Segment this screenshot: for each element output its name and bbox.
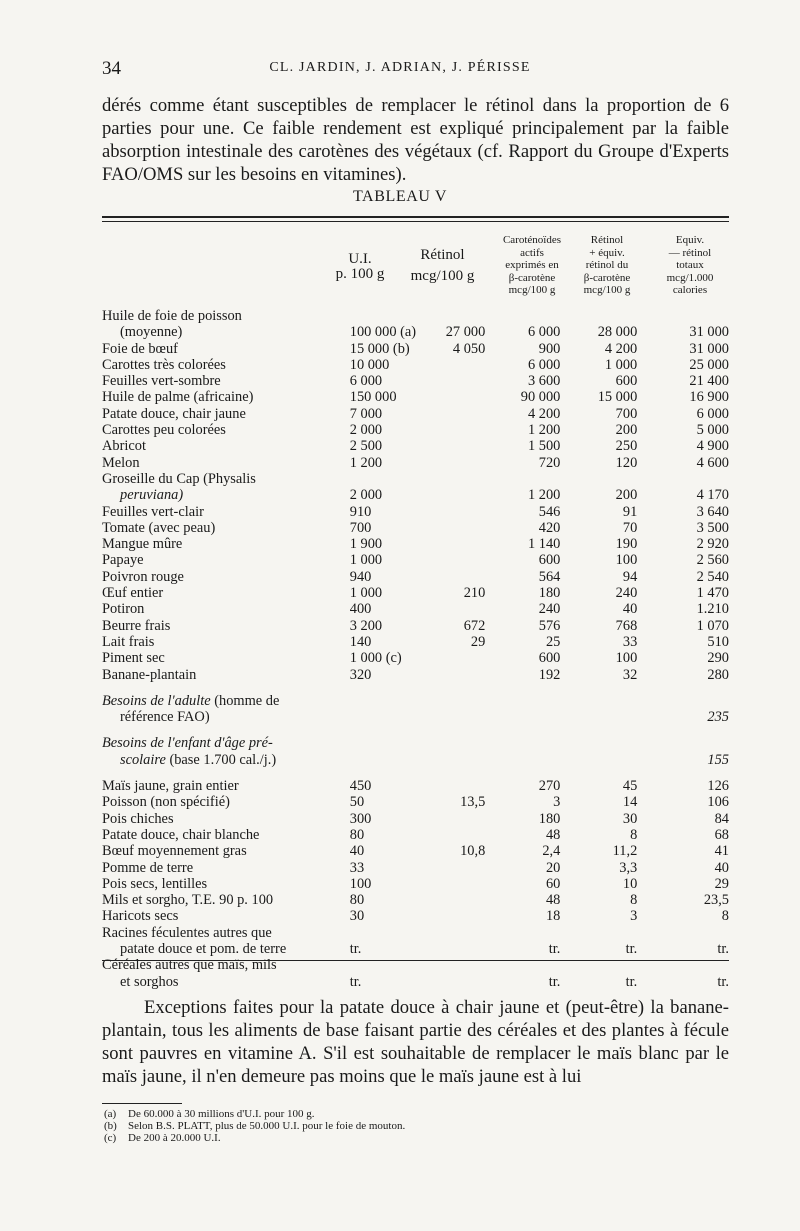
cell-carotenoides: 25 [545,633,561,650]
cell-equiv: 2 560 [696,552,729,569]
table-row [102,811,729,827]
footnote-a: (a) De 60.000 à 30 millions d'U.I. pour 100 g. [104,1108,315,1120]
table-row [102,752,729,768]
cell-retinol-total: 3,3 [619,859,638,876]
cell-carotenoides: 20 [545,859,561,876]
col-header-carotenoides: Caroténoïdes actifs exprimés en β-carotène mcg/100 g [502,234,562,296]
row-label: (moyenne) [120,324,183,341]
cell-retinol [429,389,486,405]
table-row [102,422,729,438]
cell-retinol-total: 200 [615,422,638,439]
cell-retinol: 672 [463,617,486,634]
row-label: Pomme de terre [102,859,194,876]
cell-retinol [429,406,486,422]
row-label: Piment sec [102,650,165,667]
cell-retinol-total: 70 [622,519,638,536]
row-label: Haricots secs [102,908,179,925]
cell-equiv: 4 600 [696,454,729,471]
cell-retinol [429,925,486,941]
cell-equiv [637,925,729,941]
cell-equiv: 3 500 [696,519,729,536]
cell-equiv: 290 [707,650,729,667]
cell-equiv: 510 [707,633,729,650]
cell-equiv: 2 920 [696,536,729,553]
cell-equiv: tr. [717,973,729,990]
cell-ui: 80 [349,826,365,843]
cell-retinol [429,667,486,683]
cell-carotenoides: 6 000 [527,324,561,341]
cell-ui: 450 [349,778,372,795]
cell-retinol-total: 250 [615,438,638,455]
cell-retinol-total: 8 [630,826,638,843]
table-row [102,709,729,725]
cell-equiv: 31 000 [689,324,729,341]
table-row [102,471,729,487]
page-number: 34 [102,58,121,79]
intro-paragraph: dérés comme étant susceptibles de remplacer le rétinol dans la proportion de 6 parties pour une. Ce faible rendement est expliqué principalement par la faible absorption intestinale des carotènes des végétaux (cf. Rapport du Groupe d'Experts FAO/OMS sur les besoins en vitamines). [102,95,729,185]
cell-ui: 30 [349,908,365,925]
cell-retinol [429,357,486,373]
table-title: TABLEAU V [352,188,448,205]
cell-ui: 40 [349,843,365,860]
cell-retinol: 27 000 [445,324,486,341]
cell-retinol-total: 600 [615,373,638,390]
cell-ui: 15 000 (b) [349,340,410,357]
cell-equiv: 126 [707,778,729,795]
cell-carotenoides: 192 [538,666,561,683]
cell-retinol-total: 200 [615,487,638,504]
cell-retinol [429,487,486,503]
table-row [102,876,729,892]
cell-carotenoides: 48 [545,892,561,909]
cell-equiv: 25 000 [689,356,729,373]
cell-ui: tr. [349,973,362,990]
cell-carotenoides: 720 [538,454,561,471]
besoins-adulte-label2: référence FAO) [120,709,210,726]
cell-retinol [429,941,486,957]
row-label: peruviana) [120,487,184,504]
row-label: Lait frais [102,633,155,650]
row-label: Pois chiches [102,810,174,827]
row-label: Feuilles vert-sombre [102,373,221,390]
cell-carotenoides: tr. [548,940,561,957]
cell-retinol [429,908,486,924]
cell-retinol [429,892,486,908]
cell-ui: 150 000 [349,389,397,406]
cell-carotenoides [485,471,560,487]
cell-retinol [429,778,486,794]
table-row [102,693,729,709]
cell-equiv: 21 400 [689,373,729,390]
cell-retinol [429,552,486,568]
row-label: Banane-plantain [102,666,197,683]
cell-retinol-total: 15 000 [597,389,638,406]
cell-retinol [429,422,486,438]
cell-carotenoides: 1 200 [527,422,561,439]
besoins-enfant-rest: (base 1.700 cal./j.) [169,751,277,768]
besoins-enfant-italic: Besoins de l'enfant d'âge pré- [102,735,273,752]
footnote-b: (b) Selon B.S. PLATT, plus de 50.000 U.I. pour le foie de mouton. [104,1120,406,1132]
cell-carotenoides: 3 600 [527,373,561,390]
cell-retinol-total: 91 [622,503,638,520]
cell-ui [350,925,429,941]
cell-ui: 3 200 [349,617,383,634]
cell-ui: 50 [349,794,365,811]
cell-ui: 1 200 [349,454,383,471]
row-label: Beurre frais [102,617,171,634]
table-row [102,455,729,471]
cell-retinol [429,974,486,990]
footnote-rule [102,1103,182,1104]
cell-carotenoides: 60 [545,875,561,892]
cell-retinol-total [560,471,637,487]
table-row [102,892,729,908]
cell-retinol [429,455,486,471]
running-head: CL. JARDIN, J. ADRIAN, J. PÉRISSE [269,60,531,75]
table-row [102,735,729,751]
col-header-retinol: Rétinol mcg/100 g [410,247,475,284]
cell-equiv: 84 [714,810,729,827]
row-label: Carottes très colorées [102,356,226,373]
cell-equiv: 4 900 [696,438,729,455]
cell-carotenoides: 600 [538,650,561,667]
cell-ui: 700 [349,519,372,536]
row-label: Mangue mûre [102,536,183,553]
cell-carotenoides: 180 [538,585,561,602]
cell-ui: tr. [349,940,362,957]
cell-retinol-total: 190 [615,536,638,553]
cell-retinol-total: 100 [615,552,638,569]
cell-carotenoides: 600 [538,552,561,569]
row-label: et sorghos [120,973,179,990]
cell-carotenoides: 18 [545,908,561,925]
cell-retinol-total: 8 [630,892,638,909]
cell-retinol-total: 4 200 [604,340,638,357]
closing-paragraph: Exceptions faites pour la patate douce à chair jaune et (peut-être) la banane-plantain, tous les aliments de base faisant partie des céréales et des plantes à fécule sont pauvres en vitamine A. S'il est souhaitable de remplacer le maïs blanc par le maïs jaune, il n'en demeure pas moins que le maïs jaune est à lui [102,997,729,1087]
cell-retinol-total: 14 [622,794,638,811]
table-bottom-rule [102,960,729,961]
cell-equiv [637,308,729,324]
cell-carotenoides: 2,4 [542,843,561,860]
cell-equiv [637,471,729,487]
cell-retinol-total: 45 [622,778,638,795]
cell-retinol-total: 32 [622,666,638,683]
cell-equiv: 1 470 [696,585,729,602]
cell-carotenoides: 564 [538,568,561,585]
table-row [102,667,729,683]
table-row [102,827,729,843]
table-row [102,406,729,422]
cell-equiv: 280 [707,666,729,683]
row-label: Racines féculentes autres que [102,924,272,941]
cell-ui: 400 [349,601,372,618]
cell-carotenoides: 576 [538,617,561,634]
table-row [102,536,729,552]
cell-carotenoides: 420 [538,519,561,536]
table-row [102,860,729,876]
row-label: Patate douce, chair jaune [102,405,246,422]
cell-retinol [429,373,486,389]
cell-ui [350,308,429,324]
table-row [102,974,729,990]
cell-equiv: 1 070 [696,617,729,634]
cell-retinol-total: 40 [622,601,638,618]
cell-retinol-total: tr. [625,973,638,990]
cell-equiv: 2 540 [696,568,729,585]
cell-equiv: tr. [717,940,729,957]
cell-carotenoides: 4 200 [527,405,561,422]
cell-retinol-total: 11,2 [612,843,638,860]
cell-equiv: 6 000 [696,405,729,422]
cell-carotenoides: 1 140 [527,536,561,553]
cell-retinol-total [560,308,637,324]
cell-equiv: 41 [714,843,729,860]
table-row [102,341,729,357]
cell-carotenoides: 90 000 [520,389,561,406]
cell-retinol [429,569,486,585]
cell-retinol [429,504,486,520]
cell-retinol [429,876,486,892]
table-row [102,908,729,924]
cell-ui [350,471,429,487]
row-label: Poisson (non spécifié) [102,794,230,811]
cell-retinol-total: 100 [615,650,638,667]
table-row [102,618,729,634]
row-label: Maïs jaune, grain entier [102,778,239,795]
cell-ui: 1 000 [349,552,383,569]
row-label: Patate douce, chair blanche [102,826,260,843]
cell-carotenoides: 546 [538,503,561,520]
besoins-enfant-italic2: scolaire [120,751,166,768]
table-row [102,308,729,324]
row-label: Tomate (avec peau) [102,519,216,536]
footnote-c: (c) De 200 à 20.000 U.I. [104,1132,221,1144]
table-top-rule-thin [102,221,729,222]
cell-retinol-total: 700 [615,405,638,422]
cell-ui: 7 000 [349,405,383,422]
cell-retinol [429,438,486,454]
table-top-rule [102,216,729,218]
cell-carotenoides: tr. [548,973,561,990]
cell-carotenoides [485,308,560,324]
row-label: Feuilles vert-clair [102,503,204,520]
besoins-adulte-italic: Besoins de l'adulte [102,692,211,709]
cell-retinol-total: 240 [615,585,638,602]
cell-retinol: 4 050 [452,340,486,357]
cell-retinol-total: 33 [622,633,638,650]
cell-equiv: 5 000 [696,422,729,439]
cell-carotenoides: 240 [538,601,561,618]
table-row [102,373,729,389]
cell-retinol [429,601,486,617]
table-row [102,794,729,810]
cell-ui: 140 [349,633,372,650]
cell-retinol [429,650,486,666]
cell-equiv: 16 900 [689,389,729,406]
cell-ui: 10 000 [349,356,390,373]
cell-ui: 2 500 [349,438,383,455]
cell-ui: 80 [349,892,365,909]
cell-retinol-total: 1 000 [604,356,638,373]
cell-ui: 320 [349,666,372,683]
cell-retinol-total: tr. [625,940,638,957]
cell-ui: 910 [349,503,372,520]
table-row [102,324,729,340]
cell-carotenoides: 270 [538,778,561,795]
row-label: Poivron rouge [102,568,184,585]
cell-retinol [429,471,486,487]
cell-retinol-total: 30 [622,810,638,827]
cell-ui: 1 000 [349,585,383,602]
cell-ui: 300 [349,810,372,827]
cell-ui: 100 [349,875,372,892]
table-row [102,569,729,585]
row-label: Huile de palme (africaine) [102,389,254,406]
row-label: Groseille du Cap (Physalis [102,470,256,487]
cell-equiv: 106 [707,794,729,811]
cell-ui: 33 [349,859,365,876]
cell-carotenoides: 6 000 [527,356,561,373]
cell-retinol-total: 768 [615,617,638,634]
cell-retinol [429,536,486,552]
table-row [102,389,729,405]
cell-ui: 1 000 (c) [349,650,402,667]
besoins-enfant-value: 155 [707,751,729,768]
cell-carotenoides: 1 200 [527,487,561,504]
table-row [102,504,729,520]
cell-retinol-total: 120 [615,454,638,471]
cell-equiv: 8 [721,908,729,925]
table-row [102,634,729,650]
cell-retinol [429,811,486,827]
row-label: Potiron [102,601,145,618]
besoins-adulte-value: 235 [707,709,729,726]
cell-retinol: 10,8 [460,843,486,860]
cell-retinol [429,308,486,324]
table-row [102,925,729,941]
table-row [102,778,729,794]
cell-equiv: 29 [714,875,729,892]
table-row [102,487,729,503]
table-row [102,585,729,601]
cell-ui: 940 [349,568,372,585]
row-label: Abricot [102,438,146,455]
cell-equiv: 31 000 [689,340,729,357]
cell-retinol-total: 10 [622,875,638,892]
cell-carotenoides: 180 [538,810,561,827]
cell-equiv: 23,5 [703,892,729,909]
table-row [102,843,729,859]
besoins-adulte-rest: (homme de [214,692,280,709]
table-row [102,941,729,957]
col-header-retinol-total: Rétinol + équiv. rétinol du β-carotène mcg/100 g [583,234,631,296]
col-header-ui: U.I. p. 100 g [335,251,385,282]
row-label: Bœuf moyennement gras [102,843,247,860]
cell-carotenoides: 3 [553,794,561,811]
cell-retinol-total: 28 000 [597,324,638,341]
cell-carotenoides: 1 500 [527,438,561,455]
row-label: Foie de bœuf [102,340,178,357]
row-label: Pois secs, lentilles [102,875,208,892]
cell-carotenoides: 900 [538,340,561,357]
cell-retinol [429,860,486,876]
cell-ui: 2 000 [349,487,383,504]
row-label: Huile de foie de poisson [102,308,242,324]
table-row [102,601,729,617]
row-label: Œuf entier [102,585,164,602]
row-label: patate douce et pom. de terre [120,940,287,957]
cell-equiv: 1.210 [696,601,729,618]
cell-retinol-total [560,925,637,941]
cell-carotenoides: 48 [545,826,561,843]
row-label: Céréales autres que maïs, mils [102,957,277,974]
cell-retinol: 13,5 [460,794,486,811]
row-label: Melon [102,454,140,471]
cell-ui: 100 000 (a) [349,324,417,341]
cell-ui: 2 000 [349,422,383,439]
cell-ui: 1 900 [349,536,383,553]
table-row [102,650,729,666]
row-label: Papaye [102,552,144,569]
cell-equiv: 3 640 [696,503,729,520]
cell-equiv: 68 [714,826,729,843]
row-label: Mils et sorgho, T.E. 90 p. 100 [102,892,274,909]
cell-retinol: 210 [463,585,486,602]
table-row [102,357,729,373]
cell-carotenoides [485,925,560,941]
cell-retinol [429,827,486,843]
cell-equiv: 4 170 [696,487,729,504]
table-row [102,552,729,568]
cell-retinol-total: 94 [622,568,638,585]
row-label: Carottes peu colorées [102,422,226,439]
cell-equiv: 40 [714,859,729,876]
col-header-equiv: Equiv. — rétinol totaux mcg/1.000 calories [666,234,714,296]
table-row [102,438,729,454]
cell-retinol: 29 [470,633,486,650]
table-row [102,520,729,536]
cell-retinol-total: 3 [630,908,638,925]
vitamin-a-table [102,308,729,990]
cell-ui: 6 000 [349,373,383,390]
cell-retinol [429,520,486,536]
